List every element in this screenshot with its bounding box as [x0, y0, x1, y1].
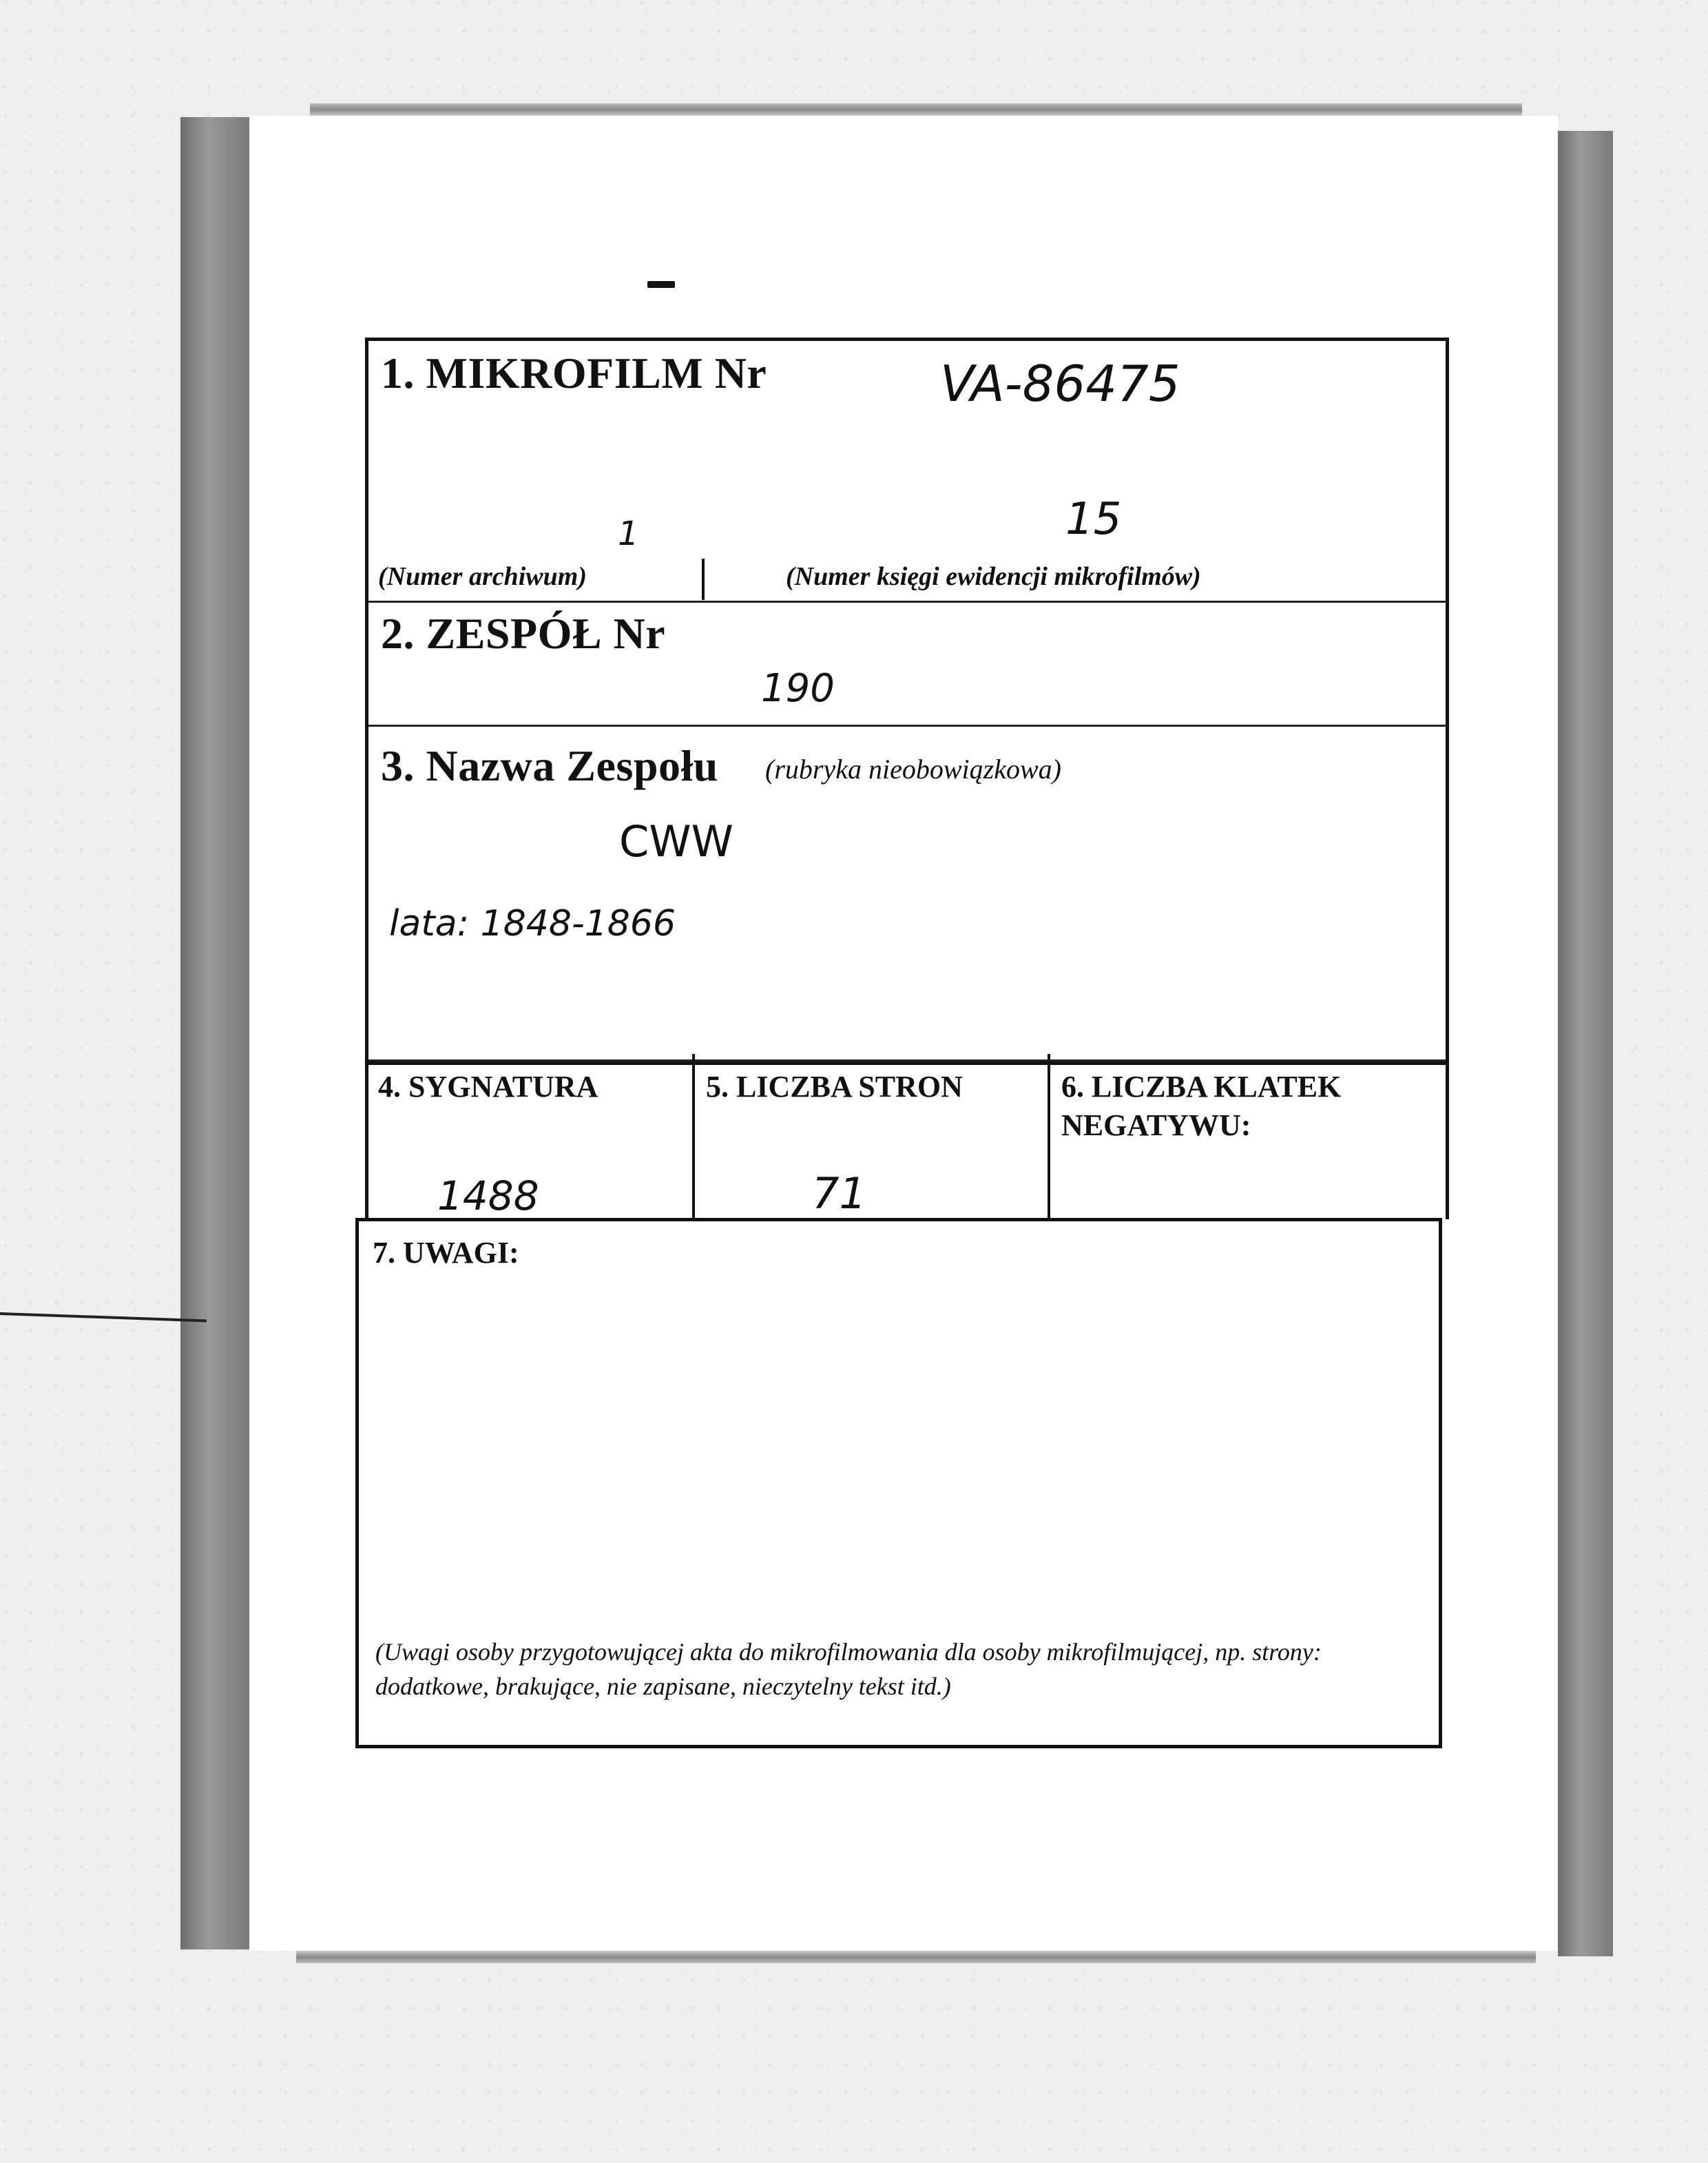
remarks-note: (Uwagi osoby przygotowującej akta do mikrofilmowania dla osoby mikrofilmującej, np. strony: dodatkowe, brakujące, nie zapisane, nieczytelny tekst itd.): [375, 1638, 1322, 1700]
fonds-name-optional-label: (rubryka nieobowiązkowa): [765, 754, 1061, 785]
microfilm-number-label: 1. MIKROFILM Nr: [381, 349, 767, 397]
section-fonds-number: [368, 603, 1446, 727]
section-remarks: [355, 1218, 1442, 1748]
register-number-value: 15: [1065, 494, 1122, 545]
negative-frames-label: 6. LICZBA KLATEK NEGATYWU:: [1061, 1070, 1342, 1142]
archive-divider: [702, 559, 705, 600]
section-fonds-name: [368, 727, 1446, 1062]
fonds-years-value: lata: 1848-1866: [389, 903, 676, 944]
microfilm-number-value: VA-86475: [940, 355, 1180, 413]
fonds-number-value: 190: [761, 666, 835, 711]
divider-4-5: [692, 1054, 695, 1219]
scan-mark: [647, 281, 675, 288]
page-count-value: 71: [812, 1168, 866, 1219]
section-row-4-6: [365, 1054, 1449, 1219]
remarks-label: 7. UWAGI:: [373, 1236, 519, 1270]
signature-value: 1488: [437, 1172, 539, 1219]
fonds-number-label: 2. ZESPÓŁ Nr: [381, 609, 666, 658]
scan-frame-top: [310, 103, 1522, 116]
signature-label: 4. SYGNATURA: [378, 1070, 598, 1104]
register-number-label: (Numer księgi ewidencji mikrofilmów): [786, 562, 1201, 591]
page-count-label: 5. LICZBA STRON: [706, 1070, 963, 1104]
microfilm-form: [365, 338, 1449, 1065]
scan-frame-bottom: [296, 1951, 1536, 1963]
archive-number-value: 1: [618, 515, 639, 553]
section-microfilm-number: [368, 341, 1446, 603]
divider-5-6: [1048, 1054, 1050, 1219]
scan-frame-left: [180, 117, 249, 1949]
fonds-name-value: CWW: [619, 816, 733, 867]
fonds-name-label: 3. Nazwa Zespołu: [381, 741, 718, 790]
archive-number-label: (Numer archiwum): [378, 562, 587, 591]
scan-frame-right: [1558, 131, 1613, 1956]
